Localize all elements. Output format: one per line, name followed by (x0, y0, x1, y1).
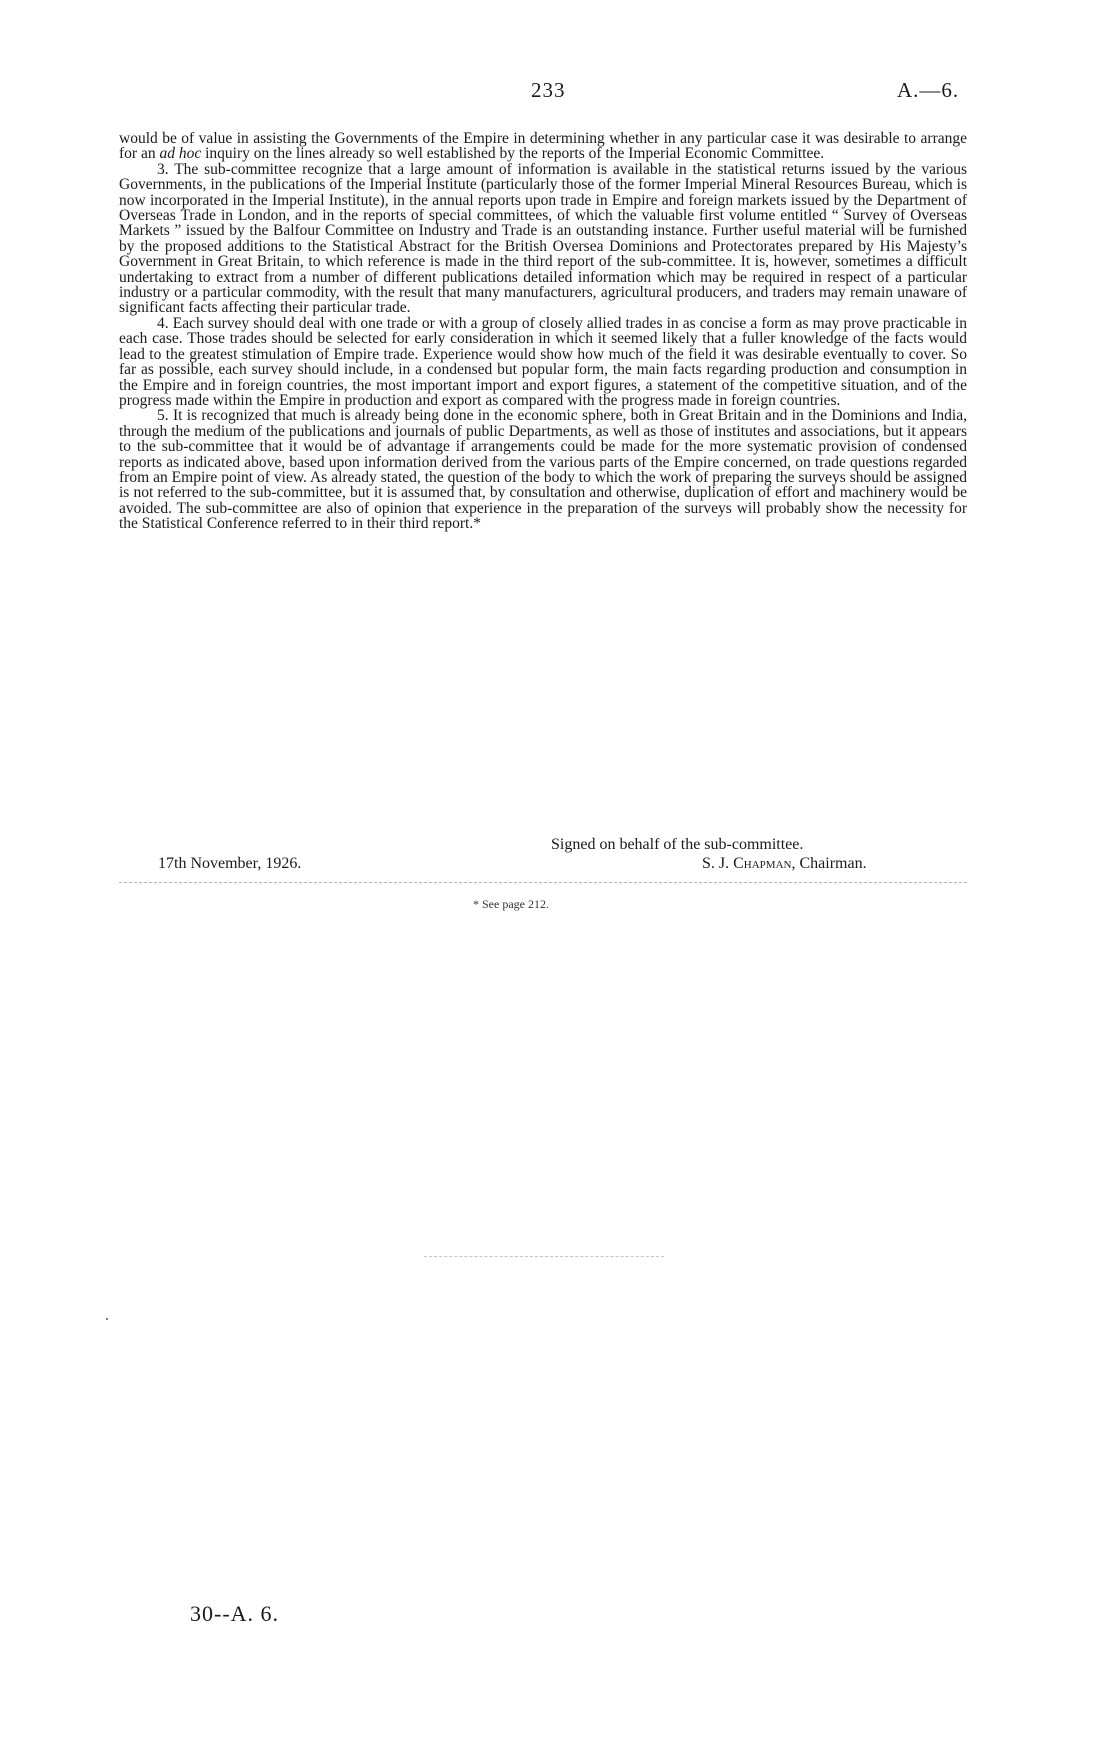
footnote: * See page 212. (473, 897, 549, 911)
paragraph-4: 4. Each survey should deal with one trade or with a group of closely allied trades in as concise a form as may prove practicable in each case. Those trades should be selected for early consideration in which it seemed likely that a fuller knowledge of the facts would lead to the greatest stimulation of Empire trade. Experience would show how much of the field it was desirable eventually to cover. So far as possible, each survey should include, in a condensed but popular form, the main facts regarding production and consumption in the Empire and in foreign countries, the most important import and export figures, a statement of the competitive situation, and of the progress made within the Empire in production and export as compared with the progress made in foreign countries. (119, 314, 967, 409)
divider-rule (424, 1256, 664, 1257)
signatory (702, 855, 867, 873)
ink-speck (106, 1318, 108, 1320)
paragraph-1-after: inquiry on the lines already so well established by the reports of the Imperial Economic Committee. (201, 145, 825, 163)
signed-line: Signed on behalf of the sub-committee. (551, 836, 804, 853)
section-rule (119, 882, 967, 883)
page-number: 233 (531, 78, 566, 102)
paragraph-5: 5. It is recognized that much is already being done in the economic sphere, both in Great Britain and in the Dominions and India, through the medium of the publications and journals of public Departments, as well as those of institutes and associations, but it appears to the sub-committee that it would be of advantage if arrangements could be made for the more systematic provision of condensed reports as indicated above, based upon information derived from the various parts of the Empire concerned, on trade questions regarded from an Empire point of view. As already stated, the question of the body to which the work of preparing the surveys should be assigned is not referred to the sub-committee, but it is assumed that, by consultation and otherwise, duplication of effort and machinery would be avoided. The sub-committee are also of opinion that experience in the preparation of the surveys will probably show the necessity for the Statistical Conference referred to in their third report.* (119, 407, 967, 533)
paragraph-3: 3. The sub-committee recognize that a large amount of information is available in the statistical returns issued by the various Governments, in the publications of the Imperial Institute (particularly those of the former Imperial Mineral Resources Bureau, which is now incorporated in the Imperial Institute), in the annual reports upon trade in Empire and foreign markets issued by the Department of Overseas Trade in London, and in the reports of special committees, of which the valuable first volume entitled “ Survey of Overseas Markets ” issued by the Balfour Committee on Industry and Trade is an outstanding instance. Further useful material will be furnished by the proposed additions to the Statistical Abstract for the British Oversea Dominions and Protectorates prepared by His Majesty’s Government in Great Britain, to which reference is made in the third report of the sub-committee. It is, however, sometimes a difficult undertaking to extract from a number of different publications detailed information which may be required in respect of a particular industry or a particular commodity, with the result that many manufacturers, agricultural producers, and traders may remain unaware of significant facts affecting their particular trade. (119, 160, 967, 317)
paragraph-continuation (119, 131, 967, 162)
signatory-name: S. J. Chapman (702, 855, 792, 872)
series-reference: A.—6. (897, 78, 960, 102)
paragraph-1-before: would be of value in assisting the Governments of the Empire in determining whether in any particular case it was desirable to arrange for an (119, 130, 967, 163)
signatory-role: , Chairman. (791, 855, 867, 872)
signing-date: 17th November, 1926. (158, 855, 302, 872)
signature-mark: 30--A. 6. (190, 1601, 280, 1626)
paragraph-1-italic: ad hoc (159, 145, 202, 163)
body-text (119, 131, 967, 532)
